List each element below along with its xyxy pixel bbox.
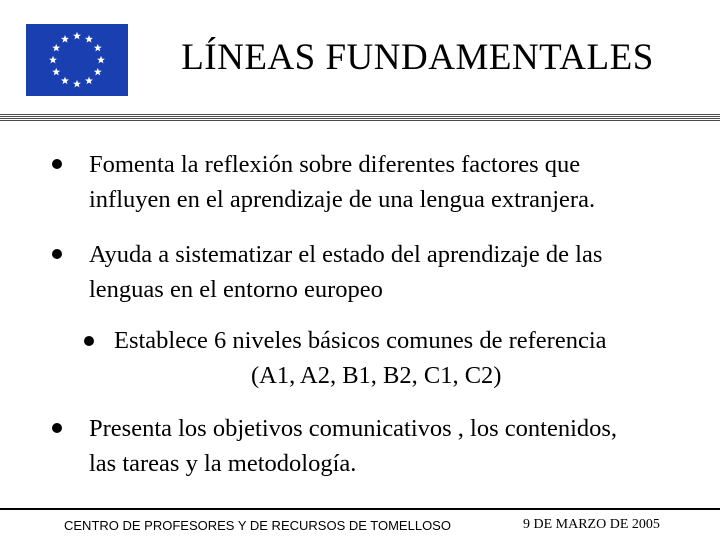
- star-icon: [85, 35, 93, 43]
- sub-bullet-marker: [84, 336, 94, 346]
- star-icon: [52, 68, 60, 76]
- bullet-line: (A1, A2, B1, B2, C1, C2): [251, 362, 502, 389]
- bullet-line: Establece 6 niveles básicos comunes de referencia: [114, 327, 607, 354]
- bullet-text: [89, 411, 617, 481]
- page-title: LÍNEAS FUNDAMENTALES: [181, 37, 654, 78]
- star-icon: [61, 77, 69, 85]
- bullet-line: Presenta los objetivos comunicativos , los contenidos,: [89, 415, 618, 442]
- footer-date: 9 DE MARZO DE 2005: [523, 517, 660, 532]
- bullet-marker: [52, 423, 62, 433]
- bullet-line: Ayuda a sistematizar el estado del aprendizaje de las: [89, 241, 603, 268]
- eu-stars-icon: [26, 24, 128, 96]
- star-icon: [61, 35, 69, 43]
- star-icon: [52, 44, 60, 52]
- star-icon: [97, 56, 105, 64]
- star-icon: [49, 56, 57, 64]
- star-icon: [94, 68, 102, 76]
- eu-flag-icon: [26, 24, 128, 96]
- star-icon: [73, 32, 81, 40]
- title-divider: [0, 114, 720, 121]
- bullet-line: lenguas en el entorno europeo: [89, 276, 383, 303]
- star-icon: [85, 77, 93, 85]
- footer-organization: CENTRO DE PROFESORES Y DE RECURSOS DE TOMELLOSO: [64, 518, 451, 533]
- bullet-text: [89, 147, 595, 217]
- footer-divider: [0, 508, 720, 510]
- sub-bullet-text: [114, 323, 607, 393]
- bullet-marker: [52, 159, 62, 169]
- bullet-text: [89, 237, 602, 307]
- bullet-line: las tareas y la metodología.: [89, 450, 357, 477]
- bullet-line: influyen en el aprendizaje de una lengua extranjera.: [89, 186, 596, 213]
- star-icon: [94, 44, 102, 52]
- bullet-marker: [52, 249, 62, 259]
- bullet-line: Fomenta la reflexión sobre diferentes factores que: [89, 151, 581, 178]
- star-icon: [73, 80, 81, 88]
